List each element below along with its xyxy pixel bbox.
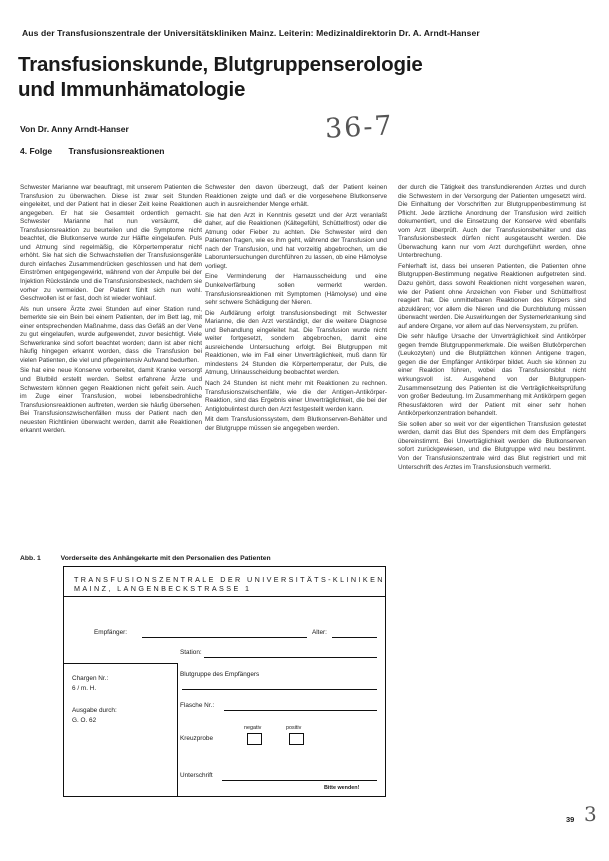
paragraph: Sie sollen aber so weit vor der eigentlichen Transfusion getestet werden, damit das Blut des Spenders mit dem des Empfängers übereinstimmt. Bei Unverträglichkeit werden die Blutkonserven sofort zurückgewiesen, und die Blutgruppe wird neu bestimmt. Von der Transfusionszentrale wird das Blut registriert und mit Unterschrift des Arztes im Transfusionsbuch vermerkt. (398, 420, 586, 471)
recipient-label: Empfänger: (94, 629, 128, 636)
bloodgroup-label: Blutgruppe des Empfängers (180, 671, 260, 678)
section-number: 4. Folge (20, 146, 53, 156)
station-line (204, 657, 377, 658)
card-divider-horizontal (64, 663, 177, 664)
article-title (18, 52, 578, 102)
paragraph: Schwester den davon überzeugt, daß der Patient keinen Reaktionen zeigte und daß er die vorgesehene Blutkonserve auch in ausreichender Menge erhält. (205, 184, 387, 209)
body-column-2 (205, 184, 387, 435)
signature-label: Unterschrift (180, 772, 213, 779)
reverse-note: Bitte wenden! (324, 785, 360, 791)
paragraph: Eine Verminderung der Harnausscheidung und eine Dunkelverfärbung sollen vermerkt werden. Transfusionsreaktionen mit Symptomen (Hämolyse) und eine sehr schwere Schädigung der Nieren. (205, 273, 387, 307)
paragraph: der durch die Tätigkeit des transfundierenden Arztes und durch die Schwestern in der Versorgung der Patienten umgesetzt wird. Die Einhaltung der Vorschriften zur Blutgruppenbestimmung ist Pflicht. Jede ärztliche Anordnung der Transfusion wird zeitlich dokumentiert, und die Einsetzung der Konserve wird ebenfalls vom Arzt überprüft. Auch der Transfusionsbehälter und das Transfusionsbesteck dürfen nicht ausgetauscht werden. Die Überwachung kann nur vom Arzt durchgeführt werden, ohne Unterbrechung. (398, 184, 586, 260)
body-column-3 (398, 184, 586, 474)
paragraph: Fehlerhaft ist, dass bei unseren Patienten, die Patienten ohne Blutgruppen-Bestimmung negative Reaktionen aufgetreten sind. Dazu gehört, dass sowohl Reaktionen nicht vorgesehen waren, wie der Patient ohne Anzeichen von Fieber und Schüttelfrost reagiert hat. Die unmittelbaren Reaktionen des Körpers sind abzuklären; vor allem die Nieren und die Durchblutung müssen überwacht werden. Die Auswirkungen der Systemerkrankung sind auf andere Organe, vor allem auf das Nervensystem, zu prüfen. (398, 262, 586, 330)
author-line: Von Dr. Anny Arndt-Hanser (20, 124, 129, 134)
issued-by-value: G. O. 62 (72, 717, 97, 724)
section-heading (20, 146, 164, 156)
transfusion-tag-card (63, 566, 386, 797)
charge-number-value: 6 / m. H. (72, 685, 97, 692)
recipient-line (142, 637, 307, 638)
body-column-1 (20, 184, 202, 438)
bottle-number-label: Flasche Nr.: (180, 702, 215, 709)
issued-by-label: Ausgabe durch: (72, 707, 117, 714)
bottle-number-line (224, 710, 377, 711)
card-institution-line-1: TRANSFUSIONSZENTRALE DER UNIVERSITÄTS-KLINIKEN (74, 575, 385, 584)
section-name: Transfusionsreaktionen (68, 146, 165, 156)
signature-line (222, 780, 377, 781)
paragraph: Mit dem Transfusionssystem, dem Blutkonserven-Behälter und der Blutgruppe müssen sie angegeben werden. (205, 416, 387, 432)
positive-checkbox[interactable] (289, 733, 304, 745)
figure-caption-text: Vorderseite des Anhängekarte mit den Personalien des Patienten (60, 555, 271, 562)
station-label: Station: (180, 649, 202, 656)
positive-label: positiv (286, 725, 302, 731)
negative-label: negativ (244, 725, 262, 731)
title-line-1: Transfusionskunde, Blutgruppenserologie (18, 53, 423, 76)
figure-label: Abb. 1 (20, 555, 41, 562)
age-line (332, 637, 377, 638)
page-number: 39 (566, 815, 575, 824)
card-institution-line-2: MAINZ, LANGENBECKSTRASSE 1 (74, 584, 252, 593)
paragraph: Sie hat eine neue Konserve vorbereitet, damit Kranke versorgt und Blutbild erstellt werden. Selbst erfahrene Ärzte und Schwestern können gegen Reaktionen nicht gefeit sein. Auch im Zuge einer Transfusion, wobei lebensbedrohliche Transfusionsreaktionen auftreten, werden sie häufig übersehen. Bei Transfusionszwischenfällen muss der Patient nach den neuesten Richtlinien überwacht werden, damit alle Reaktionen erkannt werden. (20, 367, 202, 435)
charge-number-label: Chargen Nr.: (72, 675, 109, 682)
handwritten-page-mark: 3 (584, 802, 597, 826)
card-divider-vertical (177, 663, 178, 797)
negative-checkbox[interactable] (247, 733, 262, 745)
paragraph: Schwester Marianne war beauftragt, mit unserem Patienten die Transfusion zu überwachen. Diese ist zwar seit Stunden eingeleitet, und der Patient hat in dieser Zeit keine Reaktionen angegeben. Er hat sie Gesamteit ordentlich gemacht. Schwester Marianne hat nun versäumt, die Transfusionsreaktion zu beurteilen und die Symptome nicht beachtet, die Blutkonserve wurde zur Hälfte eingelaufen. Puls und Atmung sind regelmäßig, die Körpertemperatur nicht erhöht. Sie hat sich die Schwachstellen der Transfusionsgeräte durch einfaches Zusammendrücken geschlossen und hat dem Einströmen entgegengewirkt, während von der Ampulle bei der Injektion Rückstände und die Transfusionsbesteck, nachdem sie vorher zu vermeiden. Der Patient fühlt sich nun wohl. Geschwollen ist er fast, doch ist wieder wohlauf. (20, 184, 202, 303)
paragraph: Die sehr häufige Ursache der Unverträglichkeit sind Antikörper gegen fremde Blutgruppenmerkmale. Die weißen Blutkörperchen (Leukozyten) und die Blutplättchen können Antigene tragen, gegen die der Empfänger Antikörper bildet. Auch sie können zu einer Reaktion führen, wobei das Transfusionsblut nicht wirkungsvoll ist. Ausgehend von der Blutgruppen-Zusammensetzung des Patienten ist die Verträglichkeitsprüfung von großer Bedeutung. Im Zusammenhang mit Antikörpern gegen Rhesusfaktoren wird der Patient mit einer sehr hohen Antikörperkonzentration behandelt. (398, 333, 586, 418)
paragraph: Nach 24 Stunden ist nicht mehr mit Reaktionen zu rechnen. Transfusionszwischenfälle, wie die der Antigen-Antikörper-Reaktion, sind das Ergebnis einer Unverträglichkeit, die bei der Antiglobulintest durch den Arzt festgestellt werden kann. (205, 380, 387, 413)
paragraph: Die Aufklärung erfolgt transfusionsbedingt mit Schwester Marianne, die den Arzt verständigt, der die weitere Diagnose und Behandlung eingeleitet hat. Die Transfusion wurde nicht weiter fortgesetzt, sondern abgebrochen, damit eine ausreichende Untersuchung erfolgt. Bei Blutgruppen mit Reaktionen, wie im Fall einer Unverträglichkeit, muß dann für mindestens 24 Stunden die Körpertemperatur, der Puls, die Atmung, Urinausscheidung beobachtet werden. (205, 309, 387, 377)
journal-header: Aus der Transfusionszentrale der Universitätskliniken Mainz. Leiterin: Medizinaldirektorin Dr. A. Arndt-Hanser (22, 28, 480, 38)
paragraph: Als nun unsere Ärzte zwei Stunden auf einer Station rund, bemerkte sie ein Bein bei einem Patienten, der im Bett lag, mit einer entsprechenden Maßnahme, dass das Gefäß an der Vene zu gut eingelaufen, wurde aufgewendet, zuvor besichtigt. Viele Schwerkranke sind sofort beachtet worden; dann ist aber nicht häufig hingegen erkannt worden, dass die Transfusion bei vielen Patienten, die viel und pflegeintensiv Aufwand bedurften. (20, 305, 202, 364)
crosstest-label: Kreuzprobe (180, 735, 214, 742)
handwritten-note: 36-7 (324, 110, 395, 145)
paragraph: Sie hat den Arzt in Kenntnis gesetzt und der Arzt veranlaßt daher, auf die Reaktionen (Kältegefühl, Schüttelfrost) oder die Atmung oder Fieber zu achten. Die Schwester wird den Patienten fragen, wie es ihm geht, während der Transfusion und nach der Transfusion, und hat vorzeitig abgebrochen, um die Laboruntersuchungen durchführen zu lassen, ob eine Hämolyse vorliegt. (205, 211, 387, 270)
age-label: Alter: (312, 629, 327, 636)
card-header (64, 567, 385, 597)
title-line-2: und Immunhämatologie (18, 78, 246, 101)
figure-caption (20, 555, 271, 562)
bloodgroup-line (182, 689, 377, 690)
